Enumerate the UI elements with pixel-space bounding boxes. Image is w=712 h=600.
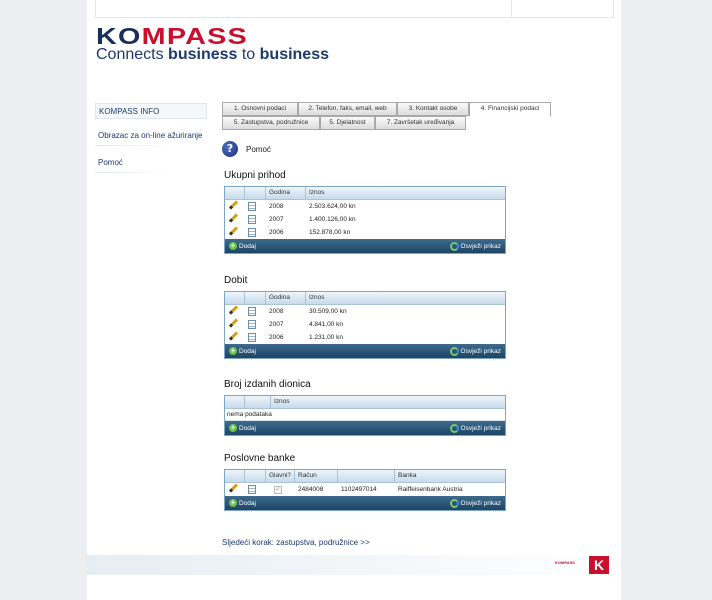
cell-account-2: 1102497014	[341, 486, 377, 493]
help-link[interactable]	[222, 141, 271, 157]
details-icon[interactable]	[248, 320, 256, 329]
refresh-icon	[450, 499, 459, 508]
table-row	[225, 318, 505, 331]
grid-footer	[225, 421, 505, 435]
kompass-logo: KOMPASS	[96, 23, 248, 49]
sidebar-link-online-form[interactable]: Obrazac za on-line ažuriranje	[98, 131, 203, 140]
column-header[interactable]: Iznos	[309, 189, 325, 196]
sidebar-header: KOMPASS INFO	[95, 103, 207, 119]
section-title: Poslovne banke	[224, 453, 296, 464]
add-button[interactable]: + Dodaj	[230, 346, 256, 355]
section-dionice	[224, 379, 506, 436]
column-header[interactable]: Godina	[266, 187, 306, 199]
grid-dionice	[224, 395, 506, 436]
table-row	[225, 226, 505, 239]
add-button[interactable]: + Dodaj	[230, 423, 256, 432]
column-header[interactable]: Iznos	[309, 294, 325, 301]
section-title: Ukupni prihod	[224, 170, 286, 181]
footer-bar	[87, 555, 621, 575]
plus-icon: +	[230, 241, 236, 250]
section-poslovne-banke	[224, 453, 506, 511]
table-row	[225, 305, 505, 318]
section-dobit	[224, 275, 506, 359]
refresh-button[interactable]: Osvježi prikaz	[450, 424, 501, 433]
section-title: Dobit	[224, 275, 248, 286]
cell-year: 2006	[269, 229, 284, 236]
refresh-icon	[450, 347, 459, 356]
footer-k-logo: K	[589, 556, 609, 574]
cell-year: 2008	[269, 308, 284, 315]
refresh-button[interactable]: Osvježi prikaz	[450, 499, 501, 508]
next-step-link[interactable]: Sljedeći korak: zastupstva, podružnice >>	[222, 538, 370, 547]
add-button[interactable]: + Dodaj	[230, 241, 256, 250]
details-icon[interactable]	[248, 215, 256, 224]
grid-footer	[225, 344, 505, 358]
cell-amount: 4.841,00 kn	[309, 321, 343, 328]
section-ukupni-prihod	[224, 170, 506, 254]
edit-icon[interactable]	[228, 200, 238, 210]
tab-financijski-podaci[interactable]: 4. Financijski podaci	[469, 102, 551, 117]
cell-account: 2484008	[298, 486, 324, 493]
table-row	[225, 483, 505, 496]
grid-banke	[224, 469, 506, 511]
refresh-icon	[450, 424, 459, 433]
tab-zavrsetak[interactable]: 7. Završetak uređivanja	[375, 116, 466, 130]
main-bank-checkbox[interactable]: ✓	[275, 486, 281, 493]
grid-footer	[225, 239, 505, 253]
cell-amount: 1.400.126,00 kn	[309, 216, 356, 223]
details-icon[interactable]	[248, 307, 256, 316]
empty-message: nema podataka	[225, 409, 505, 421]
column-header[interactable]: Iznos	[274, 398, 290, 405]
edit-icon[interactable]	[228, 318, 238, 328]
tab-djelatnost[interactable]: 5. Djelatnost	[320, 116, 375, 130]
details-icon[interactable]	[248, 228, 256, 237]
tagline: Connects business to business	[96, 46, 329, 63]
column-header[interactable]: Godina	[266, 292, 306, 304]
add-button[interactable]: + Dodaj	[230, 498, 256, 507]
edit-icon[interactable]	[228, 226, 238, 236]
column-header[interactable]: Banka	[398, 472, 417, 479]
refresh-button[interactable]: Osvježi prikaz	[450, 347, 501, 356]
cell-amount: 1.231,00 kn	[309, 334, 343, 341]
cell-year: 2007	[269, 216, 284, 223]
help-label[interactable]: Pomoć	[246, 144, 271, 154]
edit-icon[interactable]	[228, 483, 238, 493]
help-icon[interactable]: ?	[222, 141, 238, 157]
footer-kompass-logo: KOMPASS	[555, 560, 575, 565]
plus-icon: +	[230, 423, 236, 432]
tab-zastupstva[interactable]: 5. Zastupstva, podružnice	[222, 116, 320, 130]
cell-bank: Raiffeisenbank Austria	[398, 486, 463, 493]
cell-year: 2008	[269, 203, 284, 210]
table-row	[225, 213, 505, 226]
plus-icon: +	[230, 346, 236, 355]
cell-amount: 152.878,00 kn	[309, 229, 351, 236]
details-icon[interactable]	[248, 485, 256, 494]
details-icon[interactable]	[248, 202, 256, 211]
cell-year: 2007	[269, 321, 284, 328]
cell-amount: 30.509,00 kn	[309, 308, 347, 315]
refresh-icon	[450, 242, 459, 251]
section-title: Broj izdanih dionica	[224, 379, 311, 390]
grid-footer	[225, 496, 505, 510]
table-row	[225, 200, 505, 213]
column-header[interactable]: Glavni?	[266, 470, 295, 482]
details-icon[interactable]	[248, 333, 256, 342]
column-header[interactable]: Račun	[295, 470, 338, 482]
tab-osnovni-podaci[interactable]: 1. Osnovni podaci	[222, 102, 298, 116]
cell-amount: 2.503.624,00 kn	[309, 203, 356, 210]
sidebar-link-help[interactable]: Pomoć	[98, 158, 123, 167]
tab-telefon[interactable]: 2. Telefon, faks, email, web	[298, 102, 397, 116]
table-row	[225, 331, 505, 344]
edit-icon[interactable]	[228, 305, 238, 315]
grid-ukupni	[224, 186, 506, 254]
sidebar	[95, 103, 207, 173]
column-header[interactable]	[338, 470, 395, 482]
refresh-button[interactable]: Osvježi prikaz	[450, 242, 501, 251]
top-bar	[95, 0, 614, 18]
edit-icon[interactable]	[228, 331, 238, 341]
edit-icon[interactable]	[228, 213, 238, 223]
grid-dobit	[224, 291, 506, 359]
tab-kontakt-osobe[interactable]: 3. Kontakt osobe	[397, 102, 469, 116]
plus-icon: +	[230, 498, 236, 507]
cell-year: 2006	[269, 334, 284, 341]
